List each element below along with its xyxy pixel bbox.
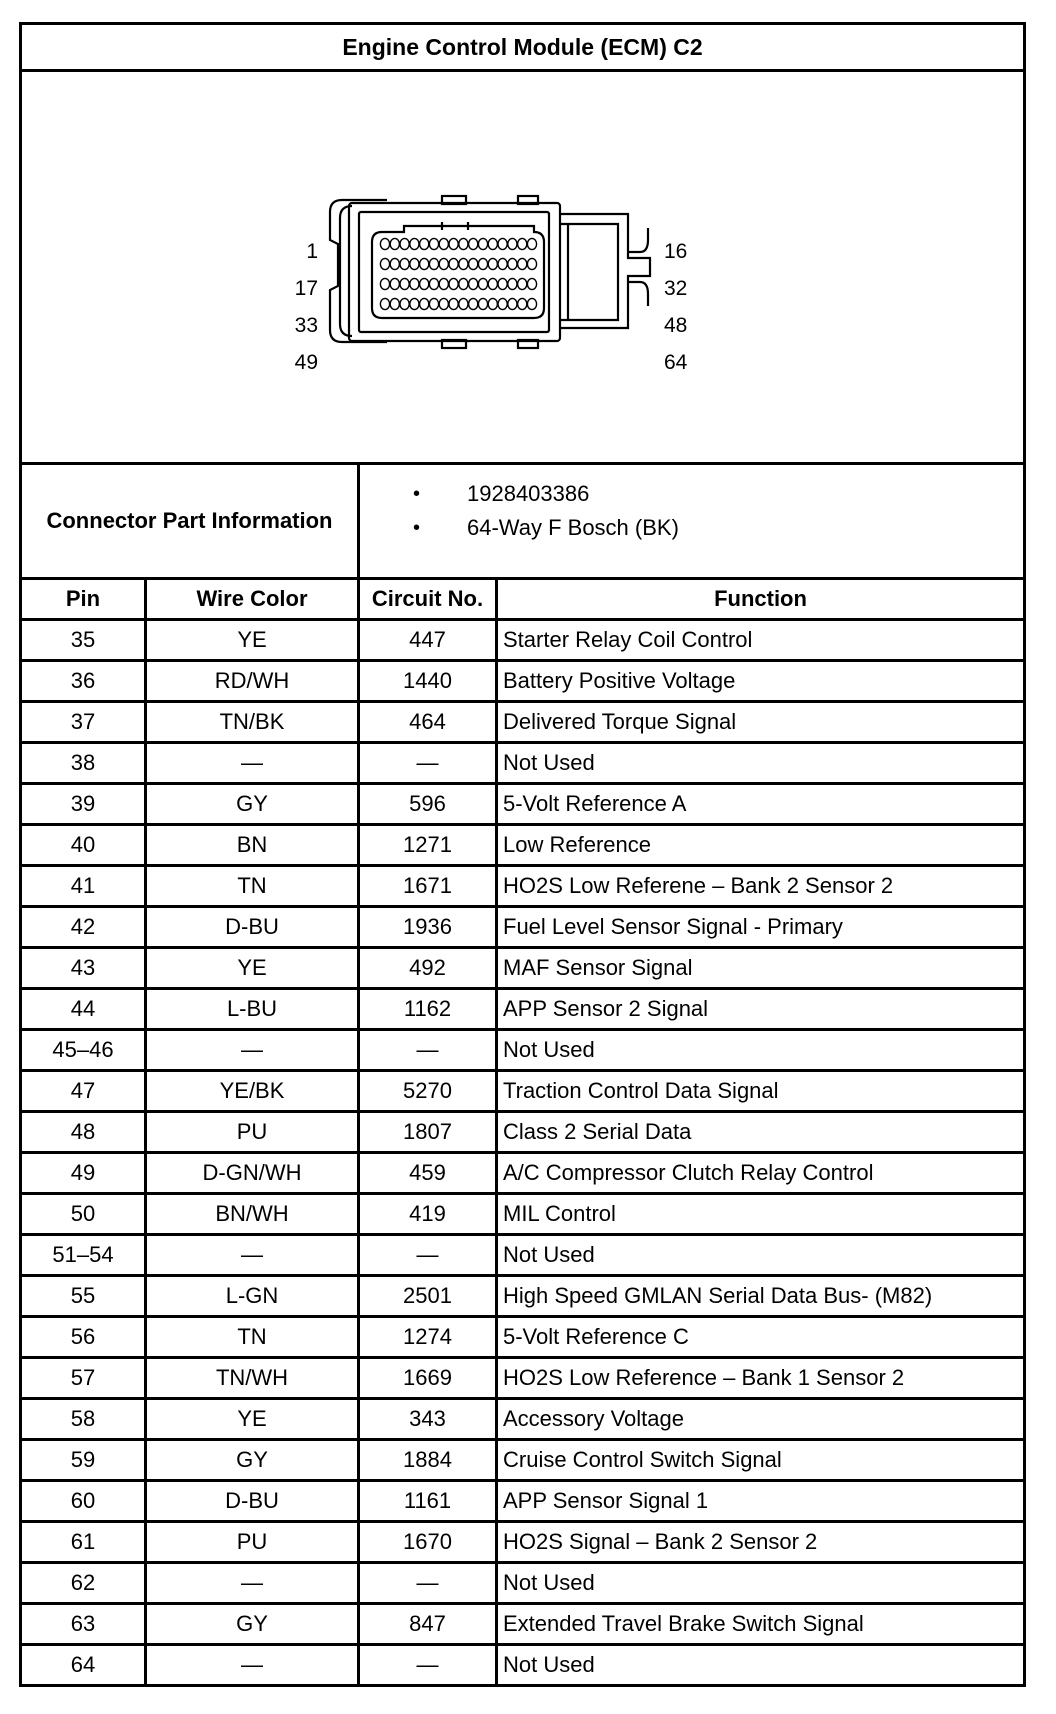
pin-cavity	[429, 278, 438, 289]
function-cell: Cruise Control Switch Signal	[497, 1440, 1025, 1481]
pin-label-1: 1	[306, 240, 318, 263]
pin-cavity	[380, 238, 389, 249]
function-cell: MIL Control	[497, 1194, 1025, 1235]
pin-cavity	[498, 298, 507, 309]
table-title: Engine Control Module (ECM) C2	[21, 24, 1025, 71]
function-cell: Starter Relay Coil Control	[497, 620, 1025, 661]
pin-cavity	[478, 278, 487, 289]
table-row	[21, 661, 1025, 702]
wire-color-cell: TN/WH	[146, 1358, 359, 1399]
function-cell: Traction Control Data Signal	[497, 1071, 1025, 1112]
pin-cavity	[449, 278, 458, 289]
connector-part-info-label: Connector Part Information	[21, 464, 359, 579]
function-cell: Low Reference	[497, 825, 1025, 866]
pin-cell: 60	[21, 1481, 146, 1522]
pin-label-64: 64	[664, 351, 688, 374]
pin-cavity	[449, 298, 458, 309]
pin-cell: 36	[21, 661, 146, 702]
connector-diagram	[21, 71, 1025, 464]
pin-cavity	[478, 238, 487, 249]
circuit-cell: —	[359, 1563, 497, 1604]
pin-cavity	[420, 258, 429, 269]
function-cell: Class 2 Serial Data	[497, 1112, 1025, 1153]
table-row	[21, 907, 1025, 948]
pin-cavity	[488, 278, 497, 289]
table-row	[21, 1440, 1025, 1481]
pin-cavity	[459, 278, 468, 289]
pin-cavity	[439, 298, 448, 309]
pin-cavity	[527, 238, 536, 249]
wire-color-cell: —	[146, 1030, 359, 1071]
table-row	[21, 825, 1025, 866]
table-row	[21, 1522, 1025, 1563]
circuit-cell: 847	[359, 1604, 497, 1645]
pin-cavity	[449, 238, 458, 249]
pin-cavity	[508, 298, 517, 309]
pin-cavity	[410, 238, 419, 249]
function-cell: A/C Compressor Clutch Relay Control	[497, 1153, 1025, 1194]
table-row	[21, 1604, 1025, 1645]
pin-cavity	[429, 258, 438, 269]
pin-cell: 43	[21, 948, 146, 989]
function-cell: Not Used	[497, 1030, 1025, 1071]
circuit-cell: —	[359, 1645, 497, 1686]
pin-cavity	[420, 278, 429, 289]
function-cell: Delivered Torque Signal	[497, 702, 1025, 743]
pin-cell: 37	[21, 702, 146, 743]
pin-cavity	[410, 278, 419, 289]
circuit-cell: 1161	[359, 1481, 497, 1522]
pin-cell: 39	[21, 784, 146, 825]
wire-color-cell: D-BU	[146, 1481, 359, 1522]
pin-cavity	[380, 298, 389, 309]
pin-cavities	[380, 238, 536, 309]
circuit-cell: 1807	[359, 1112, 497, 1153]
circuit-cell: 1884	[359, 1440, 497, 1481]
pin-cavity	[420, 238, 429, 249]
pin-cavity	[478, 258, 487, 269]
pin-cavity	[459, 238, 468, 249]
pin-cavity	[518, 298, 527, 309]
pin-cavity	[469, 278, 478, 289]
function-cell: Not Used	[497, 743, 1025, 784]
pin-label-33: 33	[294, 314, 318, 337]
wire-color-cell: —	[146, 1235, 359, 1276]
circuit-cell: 343	[359, 1399, 497, 1440]
function-cell: Not Used	[497, 1563, 1025, 1604]
connector-part-info-list	[359, 464, 1025, 579]
pin-cavity	[498, 278, 507, 289]
wire-color-cell: D-GN/WH	[146, 1153, 359, 1194]
wire-color-cell: GY	[146, 784, 359, 825]
table-row	[21, 989, 1025, 1030]
pin-cavity	[449, 258, 458, 269]
pin-cavity	[459, 298, 468, 309]
circuit-cell: 492	[359, 948, 497, 989]
table-row	[21, 1153, 1025, 1194]
function-cell: APP Sensor 2 Signal	[497, 989, 1025, 1030]
table-row	[21, 1481, 1025, 1522]
function-cell: Not Used	[497, 1645, 1025, 1686]
pin-cavity	[439, 278, 448, 289]
pin-cavity	[400, 278, 409, 289]
pin-cavity	[390, 238, 399, 249]
pin-cavity	[508, 258, 517, 269]
table-row	[21, 1563, 1025, 1604]
pin-cavity	[518, 238, 527, 249]
circuit-cell: 2501	[359, 1276, 497, 1317]
wire-color-cell: RD/WH	[146, 661, 359, 702]
table-row	[21, 743, 1025, 784]
pin-cavity	[390, 258, 399, 269]
pin-cavity	[410, 258, 419, 269]
pin-cavity	[439, 238, 448, 249]
circuit-cell: 596	[359, 784, 497, 825]
pin-cavity	[469, 298, 478, 309]
wire-color-cell: PU	[146, 1112, 359, 1153]
pin-cavity	[390, 278, 399, 289]
col-header-function: Function	[497, 579, 1025, 620]
function-cell: HO2S Low Reference – Bank 1 Sensor 2	[497, 1358, 1025, 1399]
wire-color-cell: TN	[146, 1317, 359, 1358]
table-row	[21, 1276, 1025, 1317]
pin-label-17: 17	[294, 277, 318, 300]
circuit-cell: 459	[359, 1153, 497, 1194]
table-row	[21, 784, 1025, 825]
pin-cell: 42	[21, 907, 146, 948]
circuit-cell: 1440	[359, 661, 497, 702]
pin-cell: 63	[21, 1604, 146, 1645]
table-row	[21, 1071, 1025, 1112]
pin-cell: 44	[21, 989, 146, 1030]
circuit-cell: 447	[359, 620, 497, 661]
wire-color-cell: L-GN	[146, 1276, 359, 1317]
pin-label-16: 16	[664, 240, 688, 263]
circuit-cell: 5270	[359, 1071, 497, 1112]
pin-cell: 62	[21, 1563, 146, 1604]
circuit-cell: 1271	[359, 825, 497, 866]
pin-cavity	[429, 238, 438, 249]
pin-cavity	[469, 238, 478, 249]
pin-cavity	[527, 278, 536, 289]
pin-rows	[21, 620, 1025, 1686]
pin-cell: 56	[21, 1317, 146, 1358]
pin-cavity	[508, 238, 517, 249]
pin-cavity	[390, 298, 399, 309]
table-row	[21, 948, 1025, 989]
pin-cavity	[527, 298, 536, 309]
pin-cavity	[420, 298, 429, 309]
table-header-row	[21, 579, 1025, 620]
pin-cavity	[380, 258, 389, 269]
wire-color-cell: TN/BK	[146, 702, 359, 743]
circuit-cell: 1671	[359, 866, 497, 907]
table-row	[21, 702, 1025, 743]
connector-description: • 64-Way F Bosch (BK)	[360, 511, 1023, 545]
wire-color-cell: YE	[146, 948, 359, 989]
pin-cavity	[518, 278, 527, 289]
pin-cavity	[469, 258, 478, 269]
pin-cell: 47	[21, 1071, 146, 1112]
circuit-cell: 464	[359, 702, 497, 743]
pin-cell: 49	[21, 1153, 146, 1194]
pin-cavity	[478, 298, 487, 309]
table-row	[21, 620, 1025, 661]
circuit-cell: —	[359, 1030, 497, 1071]
function-cell: Extended Travel Brake Switch Signal	[497, 1604, 1025, 1645]
pin-label-32: 32	[664, 277, 688, 300]
function-cell: HO2S Low Referene – Bank 2 Sensor 2	[497, 866, 1025, 907]
function-cell: Fuel Level Sensor Signal - Primary	[497, 907, 1025, 948]
wire-color-cell: BN/WH	[146, 1194, 359, 1235]
connector-face-drawing	[22, 72, 1020, 462]
circuit-cell: 1274	[359, 1317, 497, 1358]
pin-cavity	[459, 258, 468, 269]
pin-cavity	[488, 238, 497, 249]
pin-cell: 48	[21, 1112, 146, 1153]
function-cell: MAF Sensor Signal	[497, 948, 1025, 989]
wire-color-cell: YE	[146, 1399, 359, 1440]
pin-cell: 35	[21, 620, 146, 661]
circuit-cell: 1670	[359, 1522, 497, 1563]
function-cell: High Speed GMLAN Serial Data Bus- (M82)	[497, 1276, 1025, 1317]
pin-cavity	[400, 238, 409, 249]
wire-color-cell: YE	[146, 620, 359, 661]
circuit-cell: 419	[359, 1194, 497, 1235]
wire-color-cell: GY	[146, 1604, 359, 1645]
pin-cell: 45–46	[21, 1030, 146, 1071]
function-cell: Not Used	[497, 1235, 1025, 1276]
circuit-cell: —	[359, 1235, 497, 1276]
part-number: • 1928403386	[360, 477, 1023, 511]
wire-color-cell: PU	[146, 1522, 359, 1563]
pin-cell: 55	[21, 1276, 146, 1317]
col-header-wire-color: Wire Color	[146, 579, 359, 620]
table-row	[21, 1645, 1025, 1686]
wire-color-cell: YE/BK	[146, 1071, 359, 1112]
connector-sheet	[19, 22, 1023, 1687]
pin-cavity	[518, 258, 527, 269]
pin-cell: 51–54	[21, 1235, 146, 1276]
pin-cavity	[498, 258, 507, 269]
table-row	[21, 1194, 1025, 1235]
pin-cell: 38	[21, 743, 146, 784]
function-cell: HO2S Signal – Bank 2 Sensor 2	[497, 1522, 1025, 1563]
pin-cavity	[439, 258, 448, 269]
table-row	[21, 1358, 1025, 1399]
pin-cell: 40	[21, 825, 146, 866]
pin-cavity	[429, 298, 438, 309]
pin-cavity	[488, 298, 497, 309]
function-cell: Accessory Voltage	[497, 1399, 1025, 1440]
wire-color-cell: TN	[146, 866, 359, 907]
pin-cell: 61	[21, 1522, 146, 1563]
function-cell: APP Sensor Signal 1	[497, 1481, 1025, 1522]
pin-cell: 59	[21, 1440, 146, 1481]
circuit-cell: 1162	[359, 989, 497, 1030]
pin-cell: 57	[21, 1358, 146, 1399]
circuit-cell: 1669	[359, 1358, 497, 1399]
wire-color-cell: —	[146, 743, 359, 784]
table-row	[21, 1399, 1025, 1440]
connector-table	[19, 22, 1026, 1687]
function-cell: 5-Volt Reference A	[497, 784, 1025, 825]
function-cell: Battery Positive Voltage	[497, 661, 1025, 702]
table-row	[21, 1112, 1025, 1153]
pin-cavity	[498, 238, 507, 249]
pin-cell: 41	[21, 866, 146, 907]
wire-color-cell: —	[146, 1563, 359, 1604]
circuit-cell: —	[359, 743, 497, 784]
wire-color-cell: —	[146, 1645, 359, 1686]
col-header-pin: Pin	[21, 579, 146, 620]
pin-label-49: 49	[294, 351, 318, 374]
wire-color-cell: BN	[146, 825, 359, 866]
pin-cavity	[527, 258, 536, 269]
col-header-circuit: Circuit No.	[359, 579, 497, 620]
pin-cavity	[400, 258, 409, 269]
function-cell: 5-Volt Reference C	[497, 1317, 1025, 1358]
pin-cavity	[488, 258, 497, 269]
pin-cavity	[508, 278, 517, 289]
circuit-cell: 1936	[359, 907, 497, 948]
wire-color-cell: GY	[146, 1440, 359, 1481]
pin-cell: 50	[21, 1194, 146, 1235]
table-row	[21, 866, 1025, 907]
pin-cavity	[400, 298, 409, 309]
pin-cavity	[410, 298, 419, 309]
pin-cell: 58	[21, 1399, 146, 1440]
table-row	[21, 1030, 1025, 1071]
pin-label-48: 48	[664, 314, 688, 337]
wire-color-cell: L-BU	[146, 989, 359, 1030]
pin-cell: 64	[21, 1645, 146, 1686]
pin-cavity	[380, 278, 389, 289]
wire-color-cell: D-BU	[146, 907, 359, 948]
table-row	[21, 1317, 1025, 1358]
table-row	[21, 1235, 1025, 1276]
